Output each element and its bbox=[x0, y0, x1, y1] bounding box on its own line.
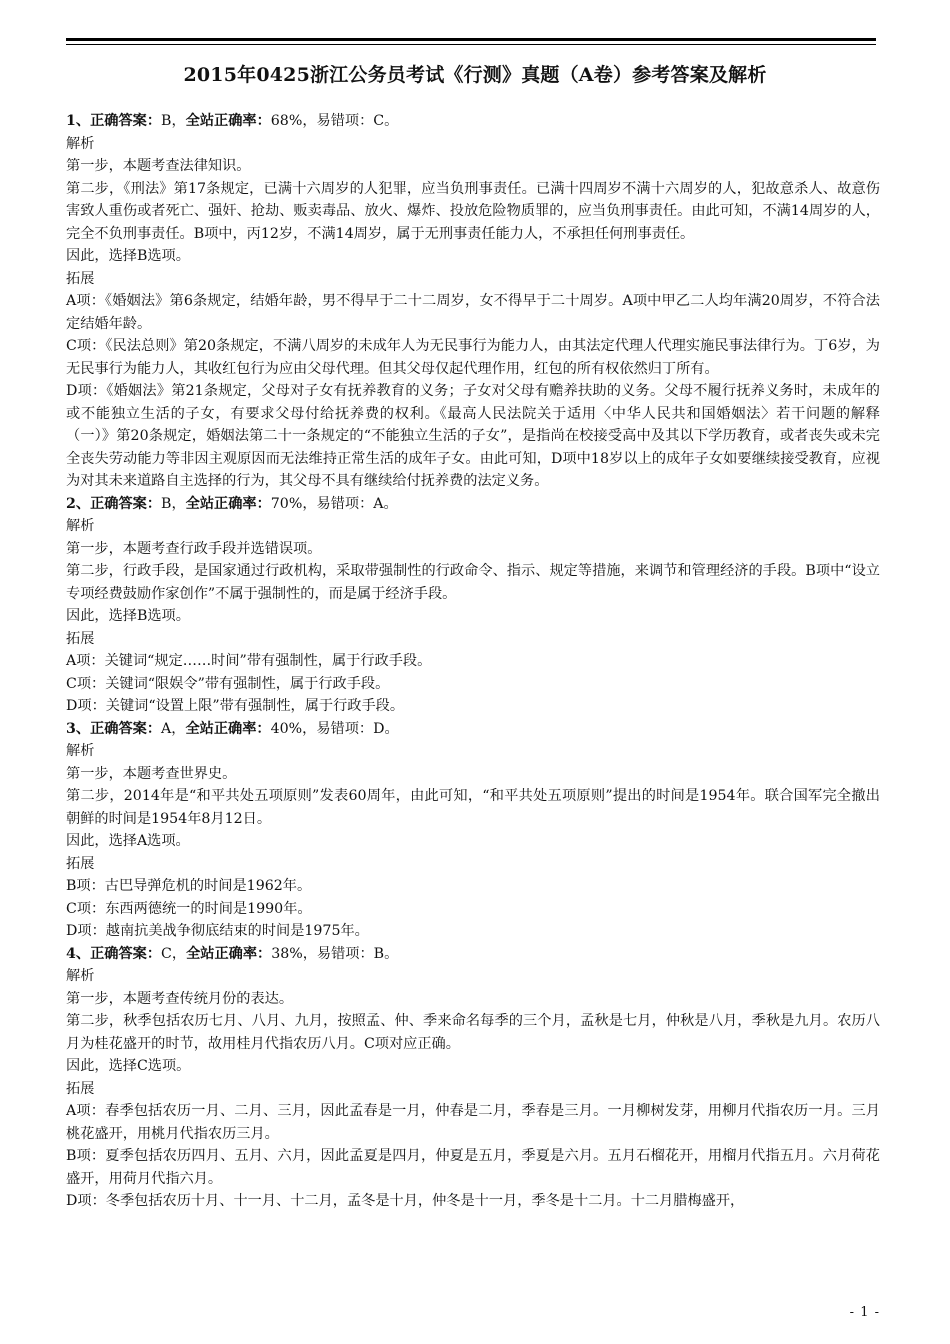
question-number: 3、 bbox=[66, 720, 91, 737]
page-number: - 1 - bbox=[849, 1305, 880, 1320]
paragraph: 因此，选择B选项。 bbox=[66, 608, 190, 624]
paragraph: C项：东西两德统一的时间是1990年。 bbox=[66, 900, 312, 917]
paragraph: 第一步，本题考查行政手段并选错误项。 bbox=[66, 540, 322, 557]
question-header bbox=[66, 493, 880, 516]
paragraph: 拓展 bbox=[66, 855, 95, 872]
paragraph: 第一步，本题考查法律知识。 bbox=[66, 158, 251, 174]
rate-label: 全站正确率： bbox=[186, 945, 272, 962]
paragraph: 拓展 bbox=[66, 630, 95, 647]
paragraph: 第一步，本题考查世界史。 bbox=[66, 765, 237, 782]
paragraph: 解析 bbox=[66, 135, 95, 152]
paragraph: D项：冬季包括农历十月、十一月、十二月，孟冬是十月，仲冬是十一月，季冬是十二月。十二月腊梅盛开， bbox=[66, 1193, 745, 1209]
answer-label: 正确答案： bbox=[90, 945, 162, 962]
paragraph: 因此，选择B选项。 bbox=[66, 248, 190, 264]
question-header bbox=[66, 718, 880, 741]
paragraph: B项：古巴导弹危机的时间是1962年。 bbox=[66, 878, 312, 894]
header-rule-thin bbox=[66, 44, 876, 45]
paragraph: C项：关键词“限娱令”带有强制性，属于行政手段。 bbox=[66, 675, 390, 692]
document-title: 2015年0425浙江公务员考试《行测》真题（A卷）参考答案及解析 bbox=[183, 64, 767, 86]
paragraph: 解析 bbox=[66, 968, 95, 984]
answer-value: B， bbox=[161, 113, 186, 129]
paragraph: 拓展 bbox=[66, 270, 95, 287]
paragraph: D项：《婚姻法》第21条规定，父母对子女有抚养教育的义务；子女对父母有赡养扶助的义务。父母不履行抚养义务时，未成年的或不能独立生活的子女，有要求父母付给抚养费的权利。《最高人民法院关于适用〈中华人民共和国婚姻法〉若干问题的解释（一）》第20条规定，婚姻法第二十一条规定的“不能独立生活的子女”，是指尚在校接受高中及其以下学历教育，或者丧失或未完全丧失劳动能力等非因主观原因而无法维持正常生活的成年子女。由此可知，D项中18岁以上的成年子女如要继续接受教育，应视为对其未来道路自主选择的行为，其父母不具有继续给付抚养费的法定义务。 bbox=[66, 383, 880, 489]
paragraph: 解析 bbox=[66, 743, 95, 759]
paragraph: 因此，选择C选项。 bbox=[66, 1058, 191, 1074]
paragraph: 因此，选择A选项。 bbox=[66, 833, 190, 849]
rate-value: 38%，易错项：B。 bbox=[271, 945, 399, 962]
answer-label: 正确答案： bbox=[90, 720, 162, 737]
paragraph: 拓展 bbox=[66, 1080, 95, 1097]
paragraph: A项：《婚姻法》第6条规定，结婚年龄，男不得早于二十二周岁，女不得早于二十周岁。A项中甲乙二人均年满20周岁，不符合法定结婚年龄。 bbox=[66, 293, 880, 332]
header-rule-thick bbox=[66, 38, 876, 41]
paragraph: 第一步，本题考查传统月份的表达。 bbox=[66, 990, 294, 1007]
paragraph: 第二步，2014年是“和平共处五项原则”发表60周年，由此可知，“和平共处五项原则”提出的时间是1954年。联合国军完全撤出朝鲜的时间是1954年8月12日。 bbox=[66, 788, 880, 827]
question-header bbox=[66, 943, 880, 966]
rate-value: 40%，易错项：D。 bbox=[270, 720, 399, 737]
paragraph: 第二步，《刑法》第17条规定，已满十六周岁的人犯罪，应当负刑事责任。已满十四周岁不满十六周岁的人，犯故意杀人、故意伤害致人重伤或者死亡、强奸、抢劫、贩卖毒品、放火、爆炸、投放危险物质罪的，应当负刑事责任。由此可知，不满14周岁的人，完全不负刑事责任。B项中，丙12岁，不满14周岁，属于无刑事责任能力人，不承担任何刑事责任。 bbox=[66, 180, 880, 242]
question-number: 1、 bbox=[66, 113, 91, 129]
answers-content bbox=[66, 110, 880, 1213]
answer-value: C， bbox=[161, 945, 187, 962]
paragraph: C项：《民法总则》第20条规定，不满八周岁的未成年人为无民事行为能力人，由其法定代理人代理实施民事法律行为。丁6岁，为无民事行为能力人，其收红包行为应由父母代理。但其父母仅起代理作用，红包的所有权依然归丁所有。 bbox=[66, 338, 880, 377]
rate-label: 全站正确率： bbox=[185, 113, 271, 129]
rate-label: 全站正确率： bbox=[185, 720, 271, 737]
paragraph: D项：关键词“设置上限”带有强制性，属于行政手段。 bbox=[66, 698, 405, 714]
question-header bbox=[66, 110, 880, 133]
paragraph: 第二步，秋季包括农历七月、八月、九月，按照孟、仲、季来命名每季的三个月，孟秋是七月，仲秋是八月，季秋是九月。农历八月为桂花盛开的时节，故用桂月代指农历八月。C项对应正确。 bbox=[66, 1013, 880, 1052]
rate-value: 70%，易错项：A。 bbox=[270, 495, 398, 512]
answer-value: A， bbox=[161, 720, 186, 737]
rate-value: 68%，易错项：C。 bbox=[270, 113, 399, 129]
paragraph: B项：夏季包括农历四月、五月、六月，因此孟夏是四月，仲夏是五月，季夏是六月。五月石榴花开，用榴月代指五月。六月荷花盛开，用荷月代指六月。 bbox=[66, 1148, 880, 1187]
paragraph: 第二步，行政手段，是国家通过行政机构，采取带强制性的行政命令、指示、规定等措施，来调节和管理经济的手段。B项中“设立专项经费鼓励作家创作”不属于强制性的，而是属于经济手段。 bbox=[66, 563, 880, 602]
paragraph: A项：关键词“规定……时间”带有强制性，属于行政手段。 bbox=[66, 653, 432, 669]
rate-label: 全站正确率： bbox=[185, 495, 271, 512]
paragraph: D项：越南抗美战争彻底结束的时间是1975年。 bbox=[66, 923, 369, 939]
answer-label: 正确答案： bbox=[90, 113, 162, 129]
question-number: 4、 bbox=[66, 945, 91, 962]
paragraph: A项：春季包括农历一月、二月、三月，因此孟春是一月，仲春是二月，季春是三月。一月柳树发芽，用柳月代指农历一月。三月桃花盛开，用桃月代指农历三月。 bbox=[66, 1103, 880, 1142]
paragraph: 解析 bbox=[66, 518, 95, 534]
answer-value: B， bbox=[161, 495, 186, 512]
question-number: 2、 bbox=[66, 495, 91, 512]
answer-label: 正确答案： bbox=[90, 495, 162, 512]
